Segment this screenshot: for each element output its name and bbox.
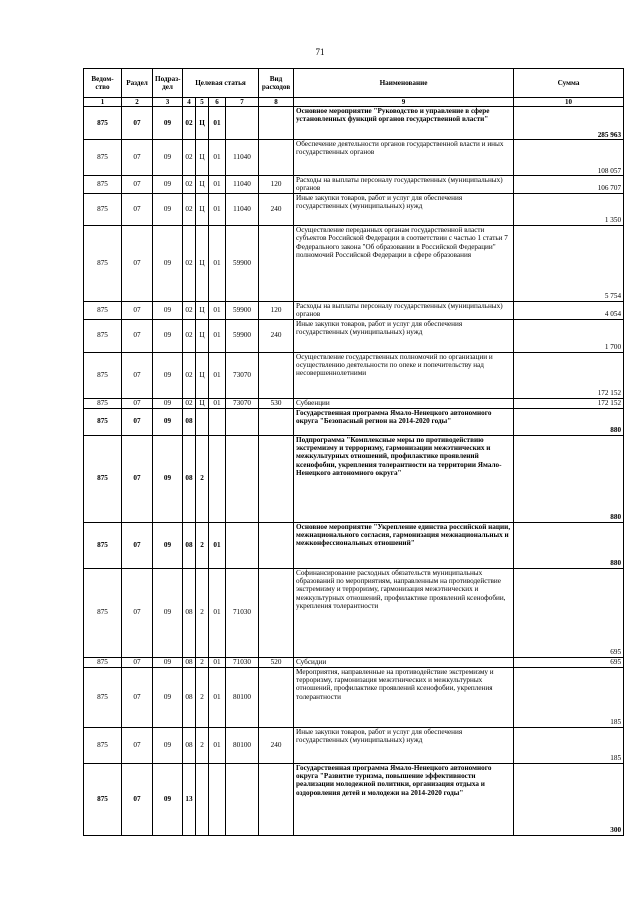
code-cell-c1: 875 [84,522,122,568]
code-cell-c6: 01 [209,667,226,727]
code-cell-c5: Ц [196,319,209,352]
header-vedomstvo: Ведом-ство [84,69,122,98]
column-number: 2 [122,98,153,107]
code-cell-c4: 02 [183,398,196,408]
code-cell-c2: 07 [122,435,153,522]
name-cell: Осуществление государственных полномочий по организации и осуществлению деятельности по опеке и попечительству над несовершеннолетними [294,352,514,398]
code-cell-c3: 09 [153,667,183,727]
code-cell-c8 [259,568,294,657]
code-cell-c4: 02 [183,225,196,301]
sum-cell: 106 707 [514,176,624,194]
code-cell-c4: 02 [183,140,196,176]
code-cell-c5: 2 [196,522,209,568]
code-cell-c6: 01 [209,193,226,225]
code-cell-c1: 875 [84,727,122,763]
header-row [84,69,624,98]
table-row [84,352,624,398]
sum-cell: 185 [514,667,624,727]
code-cell-c7 [226,107,259,140]
code-cell-c4: 02 [183,319,196,352]
code-cell-c1: 875 [84,225,122,301]
code-cell-c4: 02 [183,352,196,398]
code-cell-c7: 73070 [226,352,259,398]
code-cell-c5 [196,763,209,835]
code-cell-c8: 240 [259,319,294,352]
code-cell-c5: Ц [196,352,209,398]
code-cell-c6: 01 [209,522,226,568]
code-cell-c3: 09 [153,398,183,408]
code-cell-c2: 07 [122,727,153,763]
code-cell-c2: 07 [122,667,153,727]
code-cell-c3: 09 [153,193,183,225]
budget-table [83,68,624,836]
code-cell-c1: 875 [84,176,122,194]
table-row [84,176,624,194]
code-cell-c8 [259,352,294,398]
table-row [84,301,624,319]
code-cell-c1: 875 [84,763,122,835]
code-cell-c8: 240 [259,727,294,763]
code-cell-c2: 07 [122,140,153,176]
column-number: 8 [259,98,294,107]
sum-cell: 4 054 [514,301,624,319]
table-row [84,107,624,140]
name-cell: Обеспечение деятельности органов государственной власти и иных государственных органов [294,140,514,176]
code-cell-c4: 02 [183,193,196,225]
code-cell-c3: 09 [153,408,183,435]
code-cell-c7: 59900 [226,301,259,319]
code-cell-c5 [196,408,209,435]
table-row [84,435,624,522]
code-cell-c1: 875 [84,667,122,727]
code-cell-c1: 875 [84,352,122,398]
table-row [84,667,624,727]
name-cell: Государственная программа Ямало-Ненецкого автономного округа "Безопасный регион на 2014-2020 годы" [294,408,514,435]
table-row [84,568,624,657]
code-cell-c4: 08 [183,408,196,435]
code-cell-c2: 07 [122,176,153,194]
name-cell: Мероприятия, направленные на противодействие экстремизму и терроризму, гармонизация межэтнических и межкультурных отношений, профилактике проявлений ксенофобии, укрепления толерантности [294,667,514,727]
name-cell: Иные закупки товаров, работ и услуг для обеспечения государственных (муниципальных) нужд [294,727,514,763]
code-cell-c4: 08 [183,522,196,568]
code-cell-c2: 07 [122,319,153,352]
code-cell-c5: Ц [196,301,209,319]
code-cell-c1: 875 [84,301,122,319]
name-cell: Иные закупки товаров, работ и услуг для обеспечения государственных (муниципальных) нужд [294,193,514,225]
code-cell-c2: 07 [122,193,153,225]
code-cell-c5: 2 [196,435,209,522]
code-cell-c1: 875 [84,398,122,408]
code-cell-c6: 01 [209,140,226,176]
column-number: 9 [294,98,514,107]
code-cell-c8 [259,408,294,435]
code-cell-c4: 08 [183,727,196,763]
code-cell-c6: 01 [209,657,226,667]
name-cell: Осуществление переданных органам государственной власти субъектов Российской Федерации в соответствии с частью 1 статьи 7 Федерального закона "Об образовании в Российской Федерации" полномочий Российской Федерации в сфере образования [294,225,514,301]
code-cell-c3: 09 [153,301,183,319]
code-cell-c2: 07 [122,225,153,301]
code-cell-c8 [259,667,294,727]
sum-cell: 108 057 [514,140,624,176]
code-cell-c1: 875 [84,193,122,225]
code-cell-c3: 09 [153,107,183,140]
table-row [84,657,624,667]
code-cell-c1: 875 [84,657,122,667]
table-row [84,319,624,352]
code-cell-c3: 09 [153,657,183,667]
page-number: 71 [315,47,325,57]
code-cell-c5: 2 [196,568,209,657]
code-cell-c6: 01 [209,319,226,352]
code-cell-c4: 02 [183,107,196,140]
code-cell-c8 [259,107,294,140]
header-sum: Сумма [514,69,624,98]
code-cell-c6 [209,763,226,835]
code-cell-c8 [259,140,294,176]
header-target: Целевая статья [183,69,259,98]
column-number: 3 [153,98,183,107]
code-cell-c2: 07 [122,522,153,568]
sum-cell: 300 [514,763,624,835]
sum-cell: 880 [514,408,624,435]
column-number: 6 [209,98,226,107]
code-cell-c4: 08 [183,667,196,727]
code-cell-c5: Ц [196,225,209,301]
code-cell-c6 [209,408,226,435]
sum-cell: 5 754 [514,225,624,301]
code-cell-c6: 01 [209,352,226,398]
code-cell-c6: 01 [209,727,226,763]
code-cell-c1: 875 [84,568,122,657]
header-razdel: Раздел [122,69,153,98]
header-podrazdel: Подраз-дел [153,69,183,98]
table-row [84,140,624,176]
code-cell-c7: 11040 [226,176,259,194]
column-number: 10 [514,98,624,107]
code-cell-c5: 2 [196,657,209,667]
sum-cell: 695 [514,568,624,657]
code-cell-c2: 07 [122,301,153,319]
code-cell-c3: 09 [153,140,183,176]
name-cell: Субсидии [294,657,514,667]
header-name: Наименование [294,69,514,98]
code-cell-c7 [226,522,259,568]
table-row [84,193,624,225]
column-number: 5 [196,98,209,107]
code-cell-c7: 71030 [226,657,259,667]
code-cell-c2: 07 [122,568,153,657]
header-vid: Вид расходов [259,69,294,98]
code-cell-c3: 09 [153,568,183,657]
code-cell-c7: 73070 [226,398,259,408]
code-cell-c3: 09 [153,176,183,194]
name-cell: Софинансирование расходных обязательств муниципальных образований по мероприятиям, направленным на противодействие экстремизму и терроризму, гармонизация межэтнических и межкультурных отношений, профилактике проявлений ксенофобии, укрепления толерантности [294,568,514,657]
sum-cell: 880 [514,522,624,568]
code-cell-c5: Ц [196,193,209,225]
name-cell: Иные закупки товаров, работ и услуг для обеспечения государственных (муниципальных) нужд [294,319,514,352]
sum-cell: 880 [514,435,624,522]
code-cell-c1: 875 [84,408,122,435]
column-number: 1 [84,98,122,107]
code-cell-c8 [259,763,294,835]
code-cell-c6: 01 [209,301,226,319]
table-body [84,107,624,836]
name-cell: Субвенции [294,398,514,408]
table-row [84,408,624,435]
code-cell-c4: 08 [183,435,196,522]
code-cell-c8: 530 [259,398,294,408]
table-row [84,522,624,568]
code-cell-c8: 120 [259,301,294,319]
table-row [84,727,624,763]
sum-cell: 1 700 [514,319,624,352]
name-cell: Основное мероприятие "Руководство и управление в сфере установленных функций органов государственной власти" [294,107,514,140]
code-cell-c8: 520 [259,657,294,667]
code-cell-c5: 2 [196,667,209,727]
code-cell-c7: 71030 [226,568,259,657]
code-cell-c8: 120 [259,176,294,194]
code-cell-c7 [226,763,259,835]
code-cell-c8 [259,435,294,522]
code-cell-c4: 08 [183,568,196,657]
code-cell-c8 [259,225,294,301]
code-cell-c7 [226,435,259,522]
code-cell-c4: 08 [183,657,196,667]
column-number: 4 [183,98,196,107]
code-cell-c7: 59900 [226,319,259,352]
code-cell-c7: 80100 [226,727,259,763]
code-cell-c1: 875 [84,319,122,352]
code-cell-c2: 07 [122,398,153,408]
code-cell-c7: 80100 [226,667,259,727]
code-cell-c2: 07 [122,107,153,140]
code-cell-c3: 09 [153,319,183,352]
name-cell: Расходы на выплаты персоналу государственных (муниципальных) органов [294,301,514,319]
sum-cell: 695 [514,657,624,667]
code-cell-c2: 07 [122,657,153,667]
column-number-row [84,98,624,107]
table-row [84,763,624,835]
sum-cell: 285 963 [514,107,624,140]
code-cell-c2: 07 [122,352,153,398]
code-cell-c2: 07 [122,408,153,435]
code-cell-c6 [209,435,226,522]
code-cell-c8: 240 [259,193,294,225]
code-cell-c4: 13 [183,763,196,835]
code-cell-c5: Ц [196,107,209,140]
code-cell-c1: 875 [84,140,122,176]
column-number: 7 [226,98,259,107]
code-cell-c3: 09 [153,225,183,301]
code-cell-c7: 11040 [226,193,259,225]
code-cell-c4: 02 [183,176,196,194]
sum-cell: 172 152 [514,352,624,398]
code-cell-c6: 01 [209,107,226,140]
code-cell-c3: 09 [153,352,183,398]
code-cell-c3: 09 [153,727,183,763]
name-cell: Расходы на выплаты персоналу государственных (муниципальных) органов [294,176,514,194]
code-cell-c7 [226,408,259,435]
code-cell-c6: 01 [209,568,226,657]
code-cell-c5: Ц [196,140,209,176]
code-cell-c1: 875 [84,107,122,140]
sum-cell: 172 152 [514,398,624,408]
code-cell-c3: 09 [153,522,183,568]
code-cell-c6: 01 [209,398,226,408]
name-cell: Государственная программа Ямало-Ненецкого автономного округа "Развитие туризма, повышение эффективности реализации молодежной политики, организация отдыха и оздоровления детей и молодежи на 2014-2020 годы" [294,763,514,835]
code-cell-c7: 59900 [226,225,259,301]
code-cell-c3: 09 [153,435,183,522]
name-cell: Подпрограмма "Комплексные меры по противодействию экстремизму и терроризму, гармонизации межэтнических и межкультурных отношений, профилактике проявлений ксенофобии, укрепления толерантности на территории Ямало-Ненецкого автономного округа" [294,435,514,522]
code-cell-c6: 01 [209,176,226,194]
code-cell-c3: 09 [153,763,183,835]
table-row [84,398,624,408]
sum-cell: 185 [514,727,624,763]
sum-cell: 1 350 [514,193,624,225]
code-cell-c5: Ц [196,176,209,194]
table-row [84,225,624,301]
name-cell: Основное мероприятие "Укрепление единства российской нации, межнационального согласия, гармонизация межнациональных и межконфессиональных отношений" [294,522,514,568]
code-cell-c2: 07 [122,763,153,835]
code-cell-c5: 2 [196,727,209,763]
code-cell-c8 [259,522,294,568]
code-cell-c4: 02 [183,301,196,319]
code-cell-c5: Ц [196,398,209,408]
code-cell-c1: 875 [84,435,122,522]
code-cell-c7: 11040 [226,140,259,176]
code-cell-c6: 01 [209,225,226,301]
